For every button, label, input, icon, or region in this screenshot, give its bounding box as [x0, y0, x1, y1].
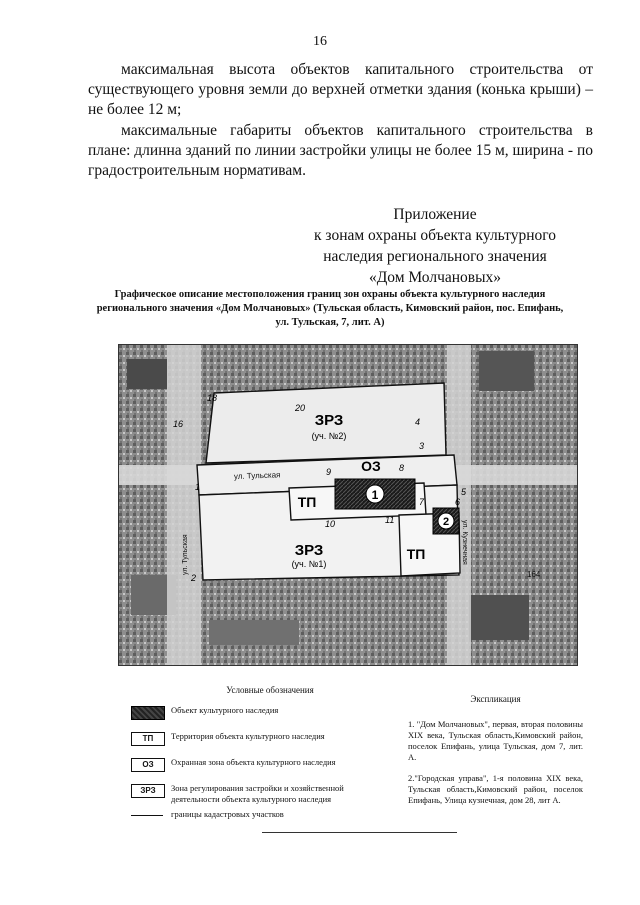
appendix-heading: [300, 204, 570, 288]
legend-text: границы кадастровых участков: [171, 809, 284, 819]
legend-row-heritage-object: [125, 704, 375, 726]
marker-1-label: 1: [371, 488, 379, 502]
label-zrz-2: ЗРЗ: [314, 412, 344, 429]
street-label-tulskaya: ул. Тульская: [233, 470, 281, 481]
explication-item-1: 1. "Дом Молчановых", первая, вторая половины XIX века, Тульская область,Кимовский район, поселок Епифань, улица Тульская, дом 7, лит. А.: [408, 719, 583, 762]
point-16: 16: [173, 419, 184, 429]
bottom-divider: [262, 832, 457, 833]
label-tp-2: ТП: [406, 546, 426, 562]
explication-item-2: 2."Городская управа", 1-я половина XIX века, Тульская область,Кимовский район, поселок Епифань, Улица кузнечная, дом 28, лит А.: [408, 773, 583, 805]
neighbor-building: [209, 620, 299, 645]
appendix-title: Приложение: [393, 206, 477, 223]
point-2: 2: [191, 573, 197, 583]
legend-swatch-heritage-object: [131, 706, 165, 720]
point-3: 3: [419, 441, 425, 451]
page-number: 16: [313, 34, 327, 49]
neighbor-building: [127, 359, 167, 389]
paragraph-max-height: максимальная высота объектов капитального строительства от существующего уровня земли до верхней отметки здания (конька крыши) – не более 12 м;: [88, 61, 593, 118]
label-zrz-1-sub: (уч. №1): [291, 559, 327, 569]
label-tp-1: ТП: [297, 494, 317, 510]
street-west: [167, 345, 201, 665]
legend-text: Зона регулирования застройки и хозяйственной деятельности объекта культурного наследия: [171, 783, 344, 804]
point-18: 18: [207, 393, 218, 403]
explication: [408, 694, 583, 816]
label-zrz-1: ЗРЗ: [294, 542, 324, 559]
marker-2-label: 2: [442, 516, 450, 528]
zone-map-svg: [119, 345, 577, 665]
point-20: 20: [295, 403, 306, 413]
legend-title: Условные обозначения: [226, 685, 314, 695]
legend-text: Территория объекта культурного наследия: [171, 731, 325, 741]
legend-row-regulation-zone: [125, 782, 375, 804]
explication-title: Экспликация: [470, 694, 521, 704]
legend: [125, 685, 375, 826]
legend-swatch-oz: ОЗ: [131, 758, 165, 772]
neighbor-building: [469, 595, 529, 640]
label-oz: ОЗ: [361, 458, 381, 474]
appendix-line-1: к зонам охраны объекта культурного: [314, 227, 556, 244]
legend-swatch-zrz: ЗРЗ: [131, 784, 165, 798]
point-8: 8: [399, 463, 405, 473]
legend-row-cadastral-boundary: [125, 808, 375, 822]
point-9: 9: [326, 467, 332, 477]
legend-row-territory: [125, 730, 375, 752]
map-title: Графическое описание местоположения границ зон охраны объекта культурного наследия регионального значения «Дом Молчановых» (Тульская область, Кимовский район, пос. Епифань, ул. Тульская, 7, лит. А): [96, 289, 564, 328]
legend-text: Охранная зона объекта культурного наследия: [171, 757, 336, 767]
label-zrz-2-sub: (уч. №2): [311, 431, 347, 441]
zone-map: [118, 344, 578, 666]
point-10: 10: [325, 519, 336, 529]
paragraph-max-dimensions: максимальные габариты объектов капитального строительства в плане: длинна зданий по линии застройки улицы не более 15 м, ширина - по градостроительным нормативам.: [88, 122, 593, 179]
point-6: 6: [455, 497, 461, 507]
neighbor-building: [479, 351, 534, 391]
legend-text: Объект культурного наследия: [171, 705, 279, 715]
point-11: 11: [385, 515, 395, 525]
appendix-line-2: наследия регионального значения: [323, 248, 547, 265]
street-label-east: ул. Кузнечная: [461, 520, 468, 565]
legend-swatch-tp: ТП: [131, 732, 165, 746]
point-1: 1: [195, 482, 201, 492]
legend-line-cadastral: [131, 815, 163, 816]
appendix-line-3: «Дом Молчановых»: [368, 269, 502, 286]
point-4: 4: [415, 417, 421, 427]
legend-row-protection-zone: [125, 756, 375, 778]
point-5: 5: [461, 487, 467, 497]
point-7: 7: [419, 497, 425, 507]
house-number-label: 164: [527, 570, 541, 579]
street-label-west: ул. Тульская: [182, 534, 189, 575]
